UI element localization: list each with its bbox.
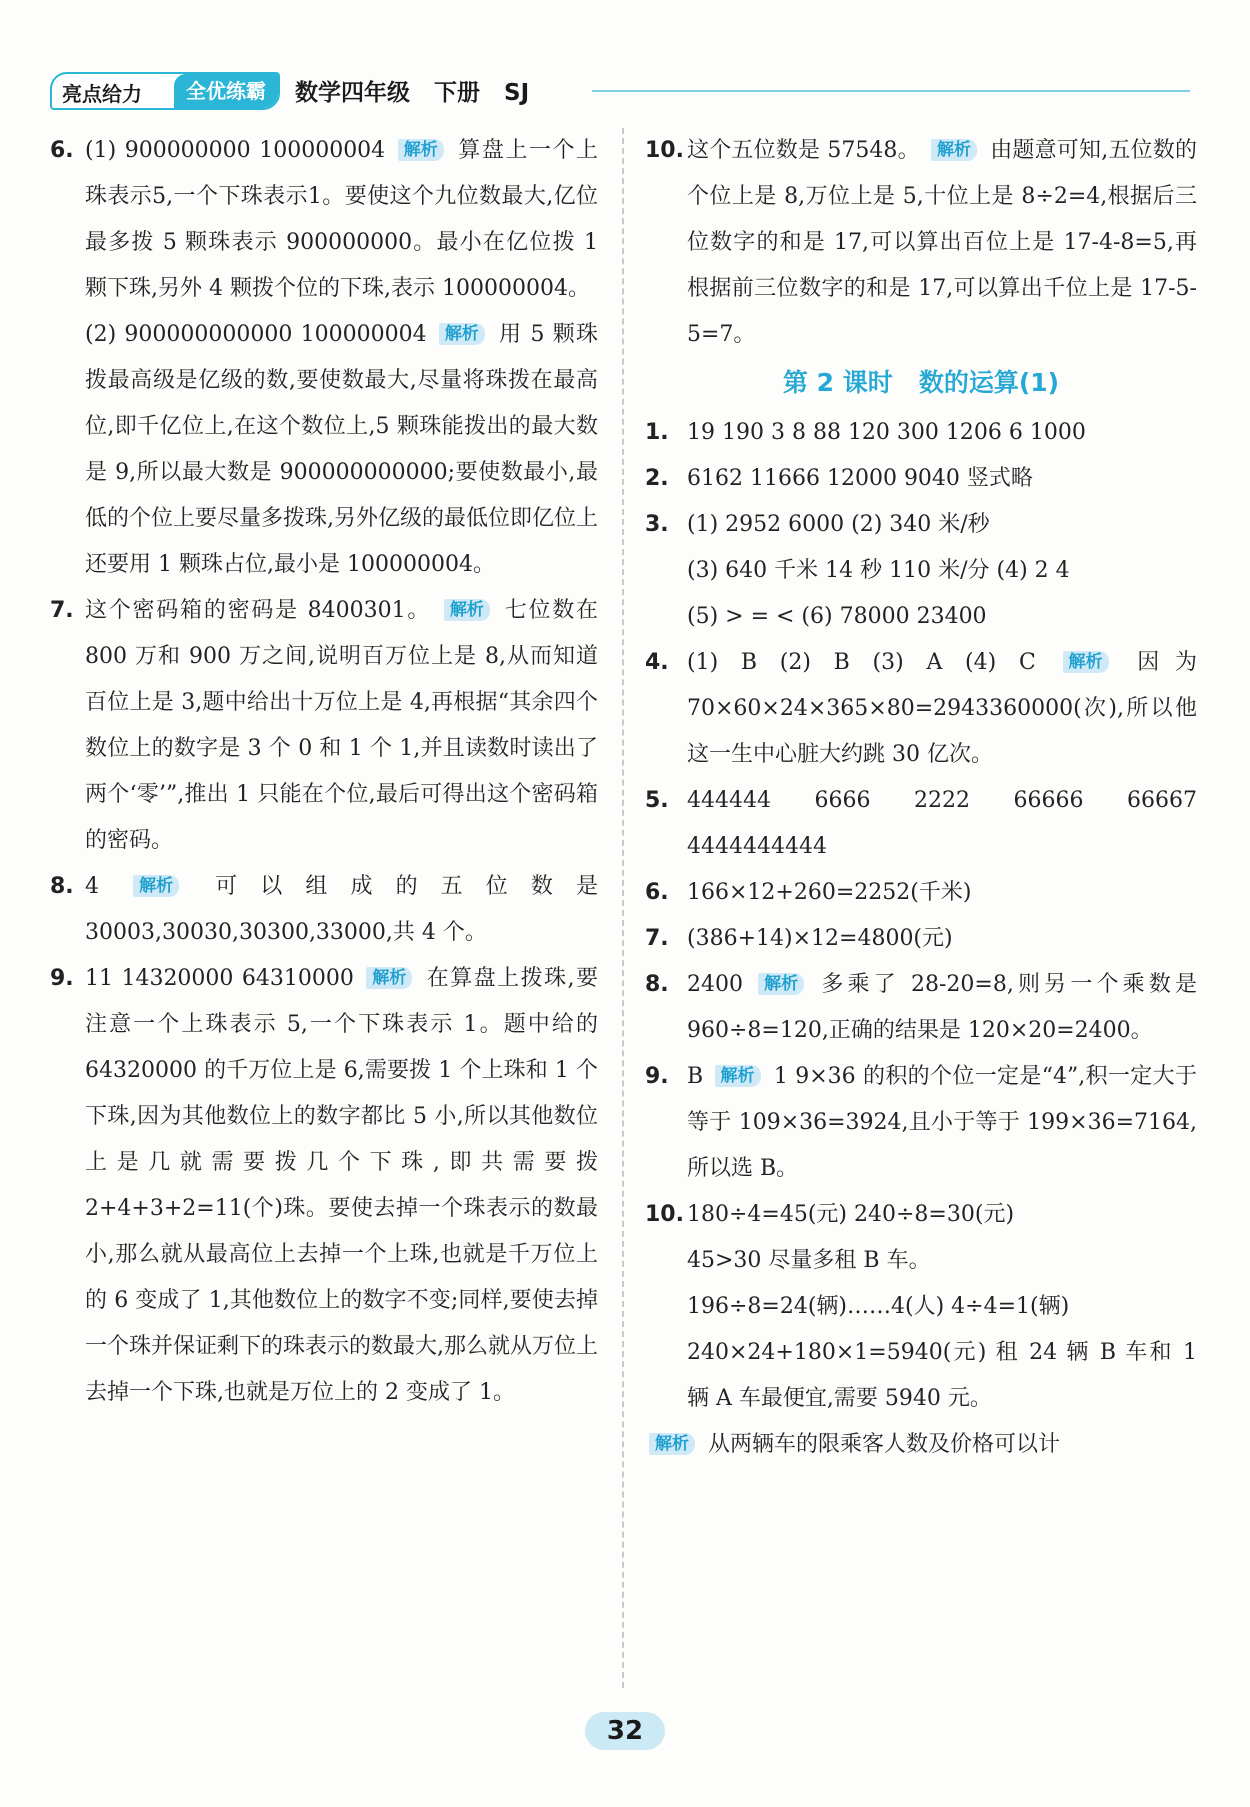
item-number: 9. [50, 966, 74, 991]
analysis-text: 由题意可知,五位数的个位上是 8,万位上是 5,十位上是 8÷2=4,根据后三位数字的和是 17,可以算出百位上是 17-4-8=5,再根据前三位数字的和是 17,可以算出千位上是 17-5-5=7。 [687, 138, 1198, 347]
answer-line: (5) > = < (6) 78000 23400 [687, 604, 987, 629]
brand-left-text: 亮点给力 [62, 82, 142, 106]
answer-item-9 [645, 1054, 1197, 1192]
analysis-text: 算盘上一个上珠表示5,一个下珠表示1。要使这个九位数最大,亿位最多拨 5 颗珠表示 900000000。最小在亿位拨 1 颗下珠,另外 4 颗拨个位的下珠,表示 100000004。 [85, 138, 598, 301]
answer-text: (1) 900000000 100000004 [85, 138, 386, 163]
answer-item-10 [645, 128, 1197, 358]
item-number: 7. [50, 598, 74, 623]
analysis-tag: 解析 [366, 967, 412, 989]
item-number: 8. [645, 972, 669, 997]
answer-text: 19 190 3 8 88 120 300 1206 6 1000 [687, 420, 1086, 445]
item-number: 10. [645, 138, 684, 163]
answer-item-7 [645, 916, 1197, 962]
item-number: 6. [645, 880, 669, 905]
analysis-tag: 解析 [1063, 651, 1109, 673]
item-number: 2. [645, 466, 669, 491]
answer-line: 196÷8=24(辆)……4(人) 4÷4=1(辆) [687, 1294, 1070, 1319]
item-number: 7. [645, 926, 669, 951]
answer-line: (1) 2952 6000 (2) 340 米/秒 [687, 512, 990, 537]
header-rule [592, 90, 1190, 92]
analysis-text: 1 9×36 的积的个位一定是“4”,积一定大于等于 109×36=3924,且小于等于 199×36=7164,所以选 B。 [687, 1064, 1197, 1181]
analysis-tag: 解析 [439, 323, 485, 345]
page-number: 32 [585, 1712, 665, 1750]
item-number: 4. [645, 650, 669, 675]
analysis-tag: 解析 [133, 875, 179, 897]
answer-line: 180÷4=45(元) 240÷8=30(元) [687, 1202, 1015, 1227]
book-title: 数学四年级 下册 SJ [295, 80, 530, 106]
answer-subitem [50, 312, 598, 588]
answer-item-5 [645, 778, 1197, 870]
answer-line: 45>30 尽量多租 B 车。 [687, 1248, 931, 1273]
section-title: 第 2 课时 数的运算(1) [782, 368, 1060, 397]
answer-item-3 [645, 502, 1197, 640]
analysis-tag: 解析 [758, 973, 804, 995]
page-header [50, 68, 1190, 112]
brand-logo [50, 72, 280, 110]
answer-text: 11 14320000 64310000 [85, 966, 354, 991]
right-column [645, 128, 1197, 1468]
left-column [50, 128, 598, 1416]
analysis-tag: 解析 [649, 1433, 695, 1455]
analysis-tag: 解析 [931, 139, 977, 161]
item-number: 9. [645, 1064, 669, 1089]
answer-item-6 [645, 870, 1197, 916]
item-number: 5. [645, 788, 669, 813]
analysis-text: 在算盘上拨珠,要注意一个上珠表示 5,一个下珠表示 1。题中给的 64320000 的千万位上是 6,需要拨 1 个上珠和 1 个下珠,因为其他数位上的数字都比 5 小,所以其他数位上是几就需要拨几个下珠,即共需要拨 2+4+3+2=11(个)珠。要使去掉一个珠表示的数最小,那么就从最高位上去掉一个上珠,也就是千万位上的 6 变成了 1,其他数位上的数字不变;同样,要使去掉一个珠并保证剩下的珠表示的数最大,那么就从万位上去掉一个下珠,也就是万位上的 2 变成了 1。 [85, 966, 599, 1405]
answer-item-1 [645, 410, 1197, 456]
answer-line: (3) 640 千米 14 秒 110 米/分 (4) 2 4 [687, 558, 1070, 583]
answer-text: (2) 900000000000 100000004 [85, 322, 427, 347]
answer-item-8 [50, 864, 598, 956]
analysis-continued [645, 1422, 1197, 1468]
analysis-tag: 解析 [398, 139, 444, 161]
analysis-text: 七位数在 800 万和 900 万之间,说明百万位上是 8,从而知道百位上是 3,题中给出十万位上是 4,再根据“其余四个数位上的数字是 3 个 0 和 1 个 1,并且读数时读出了两个‘零’”,推出 1 只能在个位,最后可得出这个密码箱的密码。 [85, 598, 598, 853]
answer-item-6 [50, 128, 598, 312]
answer-item-7 [50, 588, 598, 864]
item-number: 6. [50, 138, 74, 163]
answer-text: 这个五位数是 57548。 [687, 138, 920, 163]
item-number: 10. [645, 1202, 684, 1227]
answer-text: 166×12+260=2252(千米) [687, 880, 972, 905]
answer-text: 这个密码箱的密码是 8400301。 [85, 598, 432, 623]
answer-item-10b [645, 1192, 1197, 1422]
analysis-tag: 解析 [715, 1065, 761, 1087]
item-number: 8. [50, 874, 74, 899]
analysis-text: 因为 70×60×24×365×80=2943360000(次),所以他这一生中心脏大约跳 30 亿次。 [687, 650, 1197, 767]
analysis-text: 从两辆车的限乘客人数及价格可以计 [708, 1432, 1061, 1457]
analysis-text: 可以组成的五位数是 30003,30030,30300,33000,共 4 个。 [85, 874, 598, 945]
answer-text: 2400 [687, 972, 743, 997]
analysis-tag: 解析 [444, 599, 490, 621]
answer-text: B [687, 1064, 704, 1089]
answer-text: 4 [85, 874, 99, 899]
column-divider [622, 128, 624, 1688]
answer-item-9 [50, 956, 598, 1416]
answer-line: 240×24+180×1=5940(元) 租 24 辆 B 车和 1 辆 A 车最便宜,需要 5940 元。 [687, 1340, 1197, 1411]
answer-text: (1) B (2) B (3) A (4) C [687, 650, 1036, 675]
answer-item-4 [645, 640, 1197, 778]
answer-item-2 [645, 456, 1197, 502]
item-number: 1. [645, 420, 669, 445]
answer-text: 444444 6666 2222 66666 66667 4444444444 [687, 788, 1197, 859]
answer-text: 6162 11666 12000 9040 竖式略 [687, 466, 1033, 491]
answer-item-8 [645, 962, 1197, 1054]
item-number: 3. [645, 512, 669, 537]
analysis-text: 用 5 颗珠拨最高级是亿级的数,要使数最大,尽量将珠拨在最高位,即千亿位上,在这个数位上,5 颗珠能拨出的最大数是 9,所以最大数是 900000000000;要使数最小,最低的个位上要尽量多拨珠,另外亿级的最低位即亿位上还要用 1 颗珠占位,最小是 100000004。 [85, 322, 598, 577]
analysis-text: 多乘了 28-20=8,则另一个乘数是 960÷8=120,正确的结果是 120×20=2400。 [687, 972, 1198, 1043]
answer-text: (386+14)×12=4800(元) [687, 926, 953, 951]
brand-right-text: 全优练霸 [174, 74, 278, 108]
